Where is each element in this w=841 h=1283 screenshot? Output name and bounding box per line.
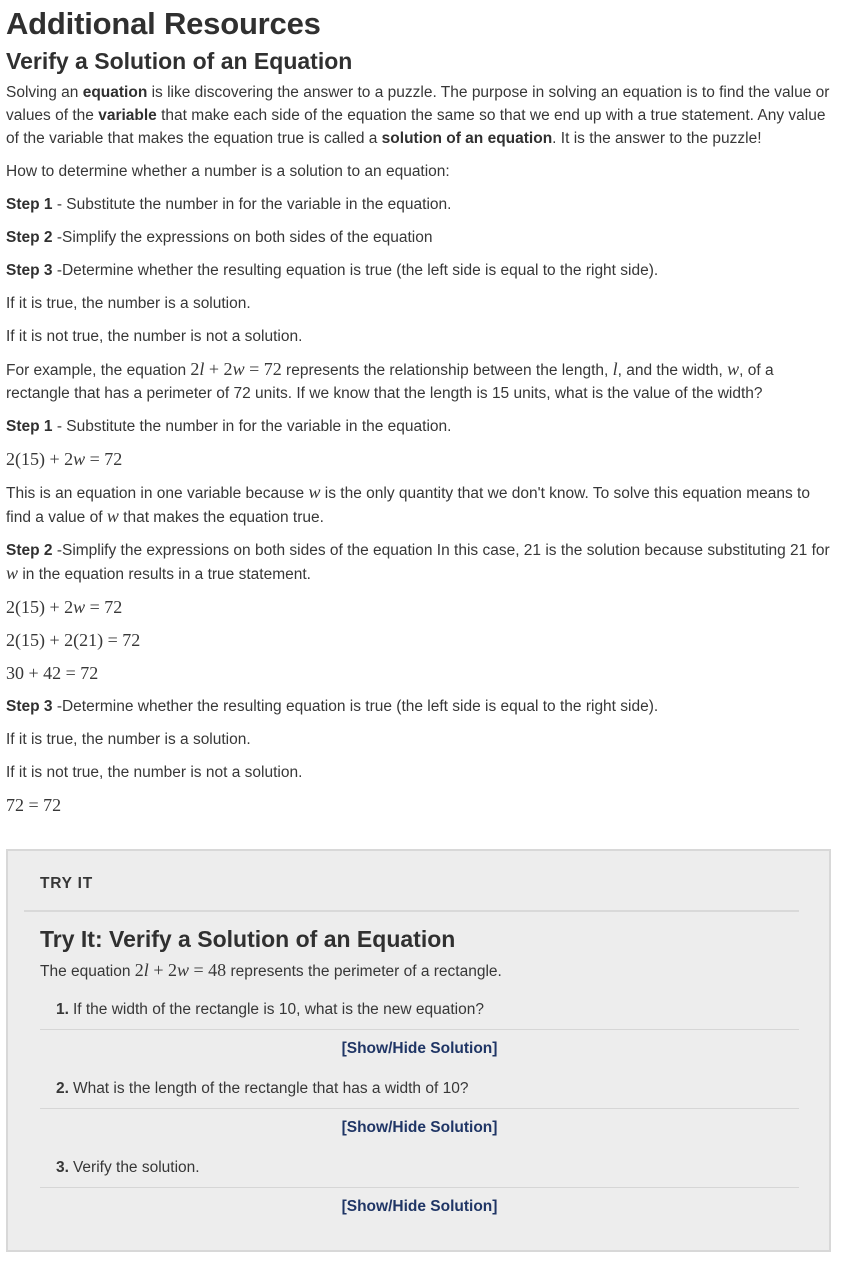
step-text: -Simplify the expressions on both sides of the equation In this case, 21 is the solution because substituting 21 for <box>52 542 830 559</box>
math-equation: 2l + 2w = 48 <box>134 960 227 980</box>
text: represents the perimeter of a rectangle. <box>226 963 502 980</box>
math-equation: 30 + 42 = 72 <box>6 663 99 683</box>
step-3 <box>6 259 835 282</box>
question-item <box>40 991 799 1030</box>
term-equation: equation <box>82 84 148 101</box>
try-it-label: TRY IT <box>24 851 799 912</box>
math-var: w <box>308 482 321 502</box>
step-text: - Substitute the number in for the variable in the equation. <box>52 196 452 213</box>
section-title: Verify a Solution of an Equation <box>6 48 353 74</box>
try-it-body <box>24 926 799 1228</box>
show-hide-solution-link-1[interactable]: [Show/Hide Solution] <box>341 1040 498 1057</box>
try-it-panel <box>6 849 831 1252</box>
term-variable: variable <box>98 107 157 124</box>
if-true-text: If it is true, the number is a solution. <box>6 731 251 748</box>
step-label: Step 2 <box>6 542 53 559</box>
question-item <box>40 1149 799 1188</box>
math-var: w <box>6 563 19 583</box>
text: , and the width, <box>617 362 728 379</box>
one-variable-paragraph <box>6 481 835 529</box>
math-equation: 2l + 2w = 72 <box>190 359 282 379</box>
step-text: -Determine whether the resulting equation is true (the left side is equal to the right side). <box>52 698 659 715</box>
text: , of a rectangle that has a perimeter of 72 units. If we know that the length is 15 units, what is the value of the width? <box>6 362 774 402</box>
math-equation: 2(15) + 2w = 72 <box>6 597 123 617</box>
step-1 <box>6 193 835 216</box>
example-step-1 <box>6 415 835 438</box>
text: . It is the answer to the puzzle! <box>552 130 762 147</box>
if-not-true-text: If it is not true, the number is not a solution. <box>6 764 303 781</box>
text: is like discovering the answer to a puzzle. The purpose in solving an equation is to find the value or values of the <box>6 84 830 124</box>
question-text: What is the length of the rectangle that has a width of 10? <box>72 1080 469 1097</box>
text: that makes the equation true. <box>118 509 324 526</box>
term-solution: solution of an equation <box>381 130 553 147</box>
text: represents the relationship between the length, <box>281 362 613 379</box>
math-equation: 72 = 72 <box>6 795 62 815</box>
question-text: If the width of the rectangle is 10, what is the new equation? <box>72 1001 484 1018</box>
page-content <box>0 6 841 1252</box>
try-it-title: Try It: Verify a Solution of an Equation <box>40 926 456 952</box>
step-label: Step 1 <box>6 196 53 213</box>
step-text: - Substitute the number in for the variable in the equation. <box>52 418 452 435</box>
question-number: 2. <box>56 1080 69 1097</box>
step-text: -Simplify the expressions on both sides of the equation <box>52 229 433 246</box>
text: is the only quantity that we don't know. To solve this equation means to find a value of <box>6 485 810 526</box>
question-text: Verify the solution. <box>72 1159 200 1176</box>
try-it-intro <box>40 959 799 983</box>
step-label: Step 2 <box>6 229 53 246</box>
text: Solving an <box>6 84 83 101</box>
text: The equation <box>40 963 135 980</box>
math-var: w <box>106 506 119 526</box>
show-hide-solution-link-2[interactable]: [Show/Hide Solution] <box>341 1119 498 1136</box>
math-var: w <box>727 359 740 379</box>
question-number: 3. <box>56 1159 69 1176</box>
text: that make each side of the equation the same so that we end up with a true statement. Any value of the variable that makes the equation true is called a <box>6 107 826 147</box>
show-hide-solution-link-3[interactable]: [Show/Hide Solution] <box>341 1198 498 1215</box>
step-label: Step 1 <box>6 418 53 435</box>
question-number: 1. <box>56 1001 69 1018</box>
how-to-text: How to determine whether a number is a solution to an equation: <box>6 163 450 180</box>
math-equation: 2(15) + 2w = 72 <box>6 449 123 469</box>
intro-paragraph <box>6 81 835 150</box>
text: For example, the equation <box>6 362 191 379</box>
page-title: Additional Resources <box>6 6 321 41</box>
example-step-3 <box>6 695 835 718</box>
math-equation: 2(15) + 2(21) = 72 <box>6 630 141 650</box>
question-list <box>40 991 799 1228</box>
example-step-2 <box>6 539 835 586</box>
math-var: l <box>612 359 618 379</box>
step-text: -Determine whether the resulting equation is true (the left side is equal to the right side). <box>52 262 659 279</box>
example-paragraph <box>6 358 835 405</box>
step-text: in the equation results in a true statement. <box>18 566 311 583</box>
step-label: Step 3 <box>6 698 53 715</box>
step-2 <box>6 226 835 249</box>
text: This is an equation in one variable because <box>6 485 309 502</box>
if-not-true-text: If it is not true, the number is not a solution. <box>6 328 303 345</box>
step-label: Step 3 <box>6 262 53 279</box>
question-item <box>40 1070 799 1109</box>
if-true-text: If it is true, the number is a solution. <box>6 295 251 312</box>
